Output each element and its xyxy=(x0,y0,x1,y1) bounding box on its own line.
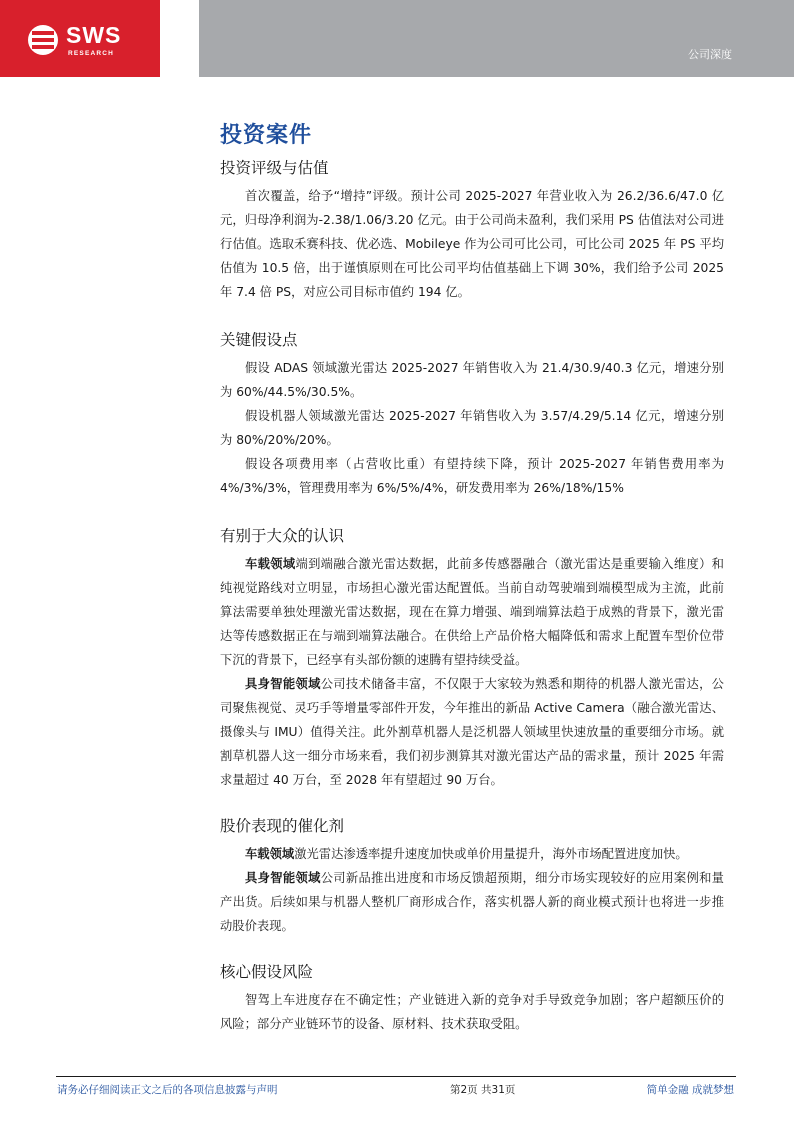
footer-divider xyxy=(56,1076,736,1077)
page-number: 第2页 共31页 xyxy=(450,1084,516,1096)
paragraph: 具身智能领域公司技术储备丰富，不仅限于大家较为熟悉和期待的机器人激光雷达，公司聚焦视觉、灵巧手等增量零部件开发，今年推出的新品 Active Camera（融合激光雷达、摄像头与 IMU）值得关注。此外割草机器人是泛机器人领域里快速放量的重要细分市场。就割草机器人这一细分市场来看，我们初步测算其对激光雷达产品的需求量，预计 2025 年需求量超过 40 万台，至 2028 年有望超过 90 万台。 xyxy=(220,677,724,787)
footer-slogan: 简单金融 成就梦想 xyxy=(646,1084,734,1096)
logo-mark-icon xyxy=(28,25,58,55)
section-heading-assumptions: 关键假设点 xyxy=(220,331,298,349)
logo-text: SWS xyxy=(66,22,122,48)
paragraph-lead: 车载领域 xyxy=(245,847,295,861)
paragraph: 智驾上车进度存在不确定性；产业链进入新的竞争对手导致竞争加剧；客户超额压价的风险；部分产业链环节的设备、原材料、技术获取受阻。 xyxy=(220,993,724,1031)
header-band xyxy=(199,0,794,77)
paragraph-lead: 车载领域 xyxy=(245,557,296,571)
section-heading-catalysts: 股价表现的催化剂 xyxy=(220,817,345,835)
paragraph: 车载领域激光雷达渗透率提升速度加快或单价用量提升，海外市场配置进度加快。 xyxy=(245,847,688,861)
paragraph: 假设机器人领域激光雷达 2025-2027 年销售收入为 3.57/4.29/5.14 亿元，增速分别为 80%/20%/20%。 xyxy=(220,409,724,447)
section-heading-differentiated-view: 有别于大众的认识 xyxy=(220,527,345,545)
page-title: 投资案件 xyxy=(220,123,313,148)
paragraph-lead: 具身智能领域 xyxy=(245,871,321,885)
paragraph-lead: 具身智能领域 xyxy=(245,677,321,691)
paragraph: 车载领域端到端融合激光雷达数据，此前多传感器融合（激光雷达是重要输入维度）和纯视觉路线对立明显，市场担心激光雷达配置低。当前自动驾驶端到端模型成为主流，此前算法需要单独处理激光雷达数据，现在在算力增强、端到端算法趋于成熟的背景下，激光雷达等传感数据正在与端到端算法融合。在供给上产品价格大幅降低和需求上配置车型价位带下沉的背景下，已经享有头部份额的速腾有望持续受益。 xyxy=(220,557,724,667)
logo-subtext: RESEARCH xyxy=(68,50,115,57)
section-heading-valuation: 投资评级与估值 xyxy=(220,159,329,177)
paragraph: 具身智能领域公司新品推出进度和市场反馈超预期，细分市场实现较好的应用案例和量产出货。后续如果与机器人整机厂商形成合作，落实机器人新的商业模式预计也将进一步推动股价表现。 xyxy=(220,871,724,933)
report-body xyxy=(220,118,724,1036)
section-heading-risks: 核心假设风险 xyxy=(220,963,314,981)
paragraph: 首次覆盖，给予“增持”评级。预计公司 2025-2027 年营业收入为 26.2/36.6/47.0 亿元，归母净利润为-2.38/1.06/3.20 亿元。由于公司尚未盈利，我们采用 PS 估值法对公司进行估值。选取禾赛科技、优必选、Mobileye 作为公司可比公司，可比公司 2025 年 PS 平均估值为 10.5 倍，出于谨慎原则在可比公司平均估值基础上下调 30%，我们给予公司 2025 年 7.4 倍 PS，对应公司目标市值约 194 亿。 xyxy=(220,189,724,299)
logo xyxy=(0,0,160,77)
report-type-label: 公司深度 xyxy=(688,48,732,61)
footer-disclaimer: 请务必仔细阅读正文之后的各项信息披露与声明 xyxy=(57,1084,278,1096)
paragraph: 假设各项费用率（占营收比重）有望持续下降，预计 2025-2027 年销售费用率为 4%/3%/3%，管理费用率为 6%/5%/4%，研发费用率为 26%/18%/15% xyxy=(220,457,724,495)
paragraph: 假设 ADAS 领域激光雷达 2025-2027 年销售收入为 21.4/30.9/40.3 亿元，增速分别为 60%/44.5%/30.5%。 xyxy=(220,361,724,399)
